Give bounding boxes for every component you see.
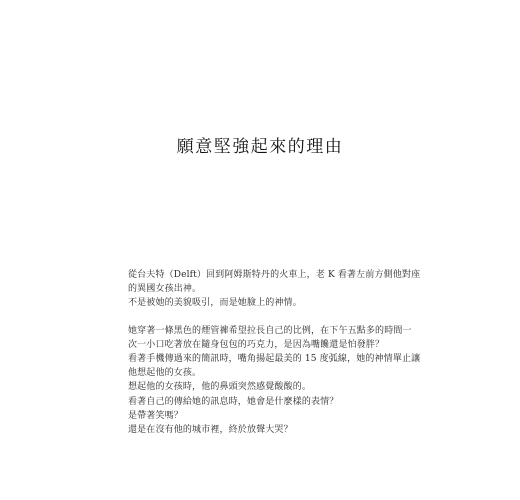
text-line: 的異國女孩出神。 xyxy=(128,284,202,295)
paragraph xyxy=(128,268,421,311)
text-line: 她穿著一條黑色的煙管褲希望拉長自己的比例，在下午五點多的時間一 xyxy=(128,325,412,336)
text-line: 想起他的女孩時，他的鼻頭突然感覺酸酸的。 xyxy=(128,382,312,393)
text-line: 是帶著笑嗎？ xyxy=(128,410,183,421)
body-text xyxy=(128,268,421,450)
text-line: 次一小口吃著放在隨身包包的巧克力，是因為嘴饞還是怕發胖？ xyxy=(128,339,385,350)
text-line: 從台夫特（Delft）回到阿姆斯特丹的火車上，老 K 看著左前方側他對座 xyxy=(128,270,421,280)
text-line: 不是被她的美貌吸引，而是她臉上的神情。 xyxy=(128,298,302,309)
text-line: 還是在沒有他的城市裡，終於放聲大哭？ xyxy=(128,425,293,436)
text-line: 看著自己的傳給她的訊息時，她會是什麼樣的表情？ xyxy=(128,396,339,407)
text-line: 看著手機傳過來的簡訊時，嘴角揚起最美的 15 度弧線，她的神情單止讓 xyxy=(128,354,421,365)
paragraph xyxy=(128,324,421,438)
text-line: 他想起他的女孩。 xyxy=(128,368,202,379)
chapter-title: 願意堅強起來的理由 xyxy=(176,137,344,157)
